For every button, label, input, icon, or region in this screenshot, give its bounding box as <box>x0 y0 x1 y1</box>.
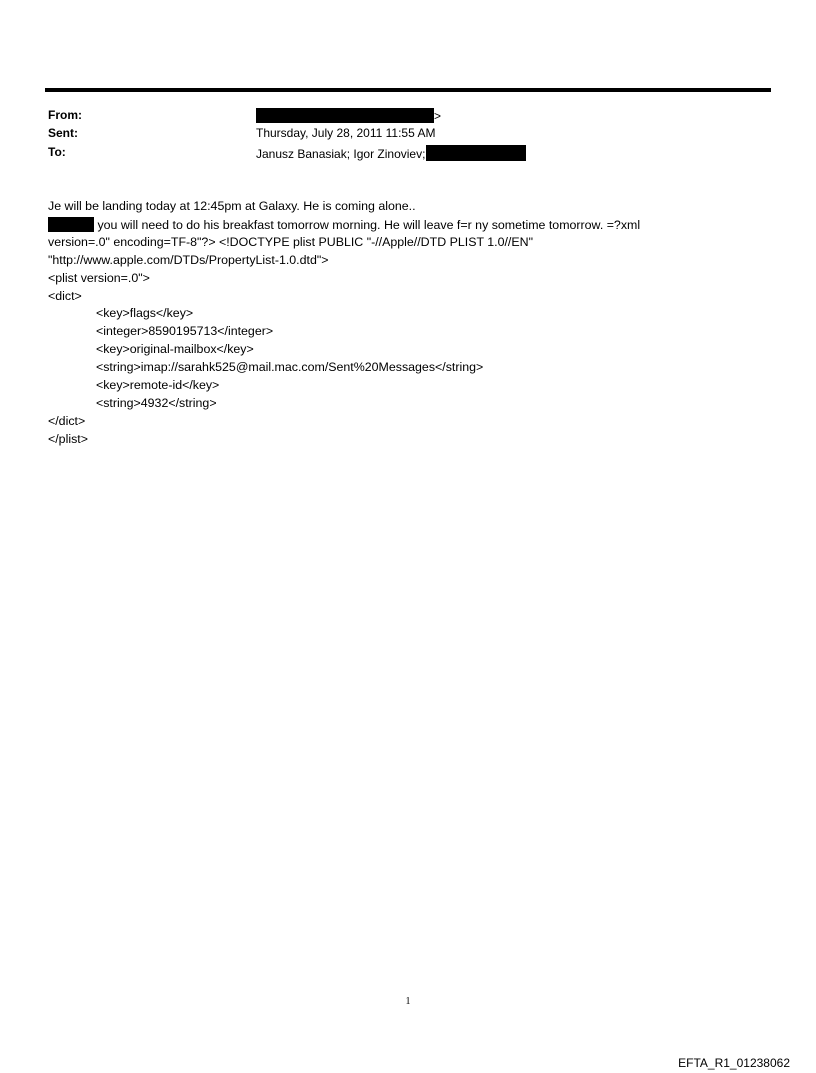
sent-value: Thursday, July 28, 2011 11:55 AM <box>256 126 436 140</box>
bates-number: EFTA_R1_01238062 <box>678 1056 790 1070</box>
body-line-3: version=.0" encoding=TF-8"?> <!DOCTYPE plist PUBLIC "-//Apple//DTD PLIST 1.0//EN" <box>48 235 533 249</box>
to-label: To: <box>48 145 66 159</box>
body-line-8: <integer>8590195713</integer> <box>96 324 274 338</box>
sent-label: Sent: <box>48 126 78 140</box>
redaction-box <box>48 217 94 232</box>
body-line-2 <box>48 217 640 233</box>
from-suffix: > <box>434 109 442 123</box>
from-label: From: <box>48 108 82 122</box>
header-rule <box>45 88 771 92</box>
body-line-14: </plist> <box>48 432 88 446</box>
body-line-9: <key>original-mailbox</key> <box>96 342 254 356</box>
body-line-11: <key>remote-id</key> <box>96 378 220 392</box>
body-line-2-text: you will need to do his breakfast tomorrow morning. He will leave f=r ny sometime tomorrow. =?xml <box>94 218 641 232</box>
to-recipients: Janusz Banasiak; Igor Zinoviev; <box>256 147 426 161</box>
body-line-10: <string>imap://sarahk525@mail.mac.com/Sent%20Messages</string> <box>96 360 484 374</box>
to-value <box>256 145 526 162</box>
body-line-1: Je will be landing today at 12:45pm at Galaxy. He is coming alone.. <box>48 199 416 213</box>
body-line-12: <string>4932</string> <box>96 396 217 410</box>
body-line-13: </dict> <box>48 414 86 428</box>
body-line-6: <dict> <box>48 289 82 303</box>
redaction-box <box>426 145 526 161</box>
page-number: 1 <box>405 996 411 1007</box>
body-line-7: <key>flags</key> <box>96 306 194 320</box>
body-line-5: <plist version=.0"> <box>48 271 150 285</box>
from-value <box>256 108 441 124</box>
redaction-box <box>256 108 434 123</box>
body-line-4: "http://www.apple.com/DTDs/PropertyList-1.0.dtd"> <box>48 253 329 267</box>
